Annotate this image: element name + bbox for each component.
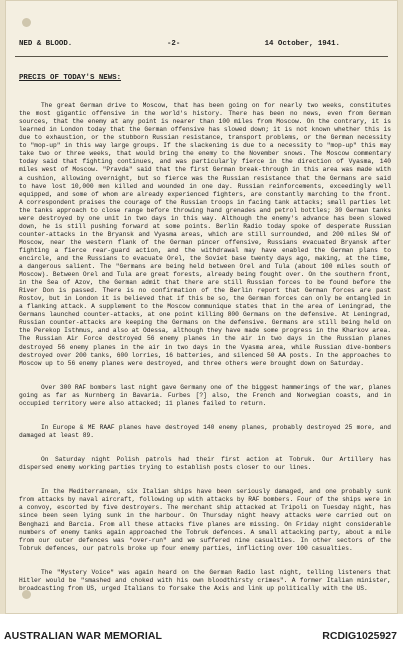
paragraph: Over 300 RAF bombers last night gave Germany one of the biggest hammerings of the war, planes going as far as Nurnberg in Bavaria. Furbes [?] also, the French and Norwegian coasts, and in occupied territory were also attacked; 11 planes failed to return. <box>19 383 395 407</box>
header-date: 14 October, 1941. <box>264 40 340 48</box>
page-header <box>19 40 380 52</box>
document-body <box>19 86 395 612</box>
punch-hole <box>22 18 31 27</box>
paragraph: In Europe & ME RAAF planes have destroyed 140 enemy planes, probably destroyed 25 more, and damaged at least 89. <box>19 423 395 440</box>
header-left: NED & BLOOD. <box>19 40 73 48</box>
page-number: -2- <box>167 40 181 48</box>
document-page <box>5 0 398 614</box>
paragraph: In the Mediterranean, six Italian ships have been seriously damaged, and one probably sunk from attacks by naval aircraft, following up with attacks by RAF bombers. Four of the ships were in a convoy, escorted by five destroyers. The merchant ship attacked at Tripoli on Tuesday night, has since been seen lying sunk in the harbour. On Thursday night heavy attacks were carried out on Benghazi and Barcia. From all these attacks five planes are missing. On Friday night considerable numbers of enemy tanks again approached the Tobruk defences. A small attacking party, about a mile from our outer defences was "over-run" and we suffered nine casualties. In other sectors of the Tobruk defences, our patrols broke up four enemy parties, inflicting over 100 casualties. <box>19 488 395 552</box>
paragraph: The great German drive to Moscow, that has been going on for nearly two weeks, constitutes the most gigantic offensive in the world's history. There has been no news, even from German sources, that the enemy at any point is nearer than 100 miles from Moscow. On the contrary, it is learned in London today that the German offensive has slowed down; it is not known whether this is due to exhaustion, or the stubborn Russian resistance, transport problems, or the German necessity to "mop-up" in this way large groups. If the slackening is due to a necessity to "mop-up" this may take two or three weeks, that would bring the enemy to the November snows. The Moscow commentary today said that fighting continues, and was particularly fierce in the direction of Vyasma, 140 miles west of Moscow. "Pravda" said that the first German break-through in this area was made with a cushion, allowing overnight, but so fierce was the Russian resistance that the Germans are said to have lost 10,000 men killed and wounded in one day. Russian reinforcements, exceedingly well equipped, and some of whom are already experienced fighters, are constantly marching to the front. A correspondent praises the courage of the Russian troops in facing tank attacks; small parties let the tanks approach to close range before throwing hand grenades and petrol bottles; 30 German tanks were destroyed by one unit in two days in this way. Although the enemy's advance has been slowed down, he is still pushing forward at some points. Berlin Radio today spoke of desperate Russian counter-attacks in the Bryansk and Vyasma areas, which are still surrounded, and 200 miles SW of Moscow, near the western flank of the German pincer offensive, Russians evacuated Bryansk after fighting a fierce rear-guard action, and the withdrawal may have enabled the German plans to encircle, and the Russians to evacuate Orel, the Soviet base twenty days ago, making, at the time, a dangerous salient. The "Germans are being held between Orel and Tula (about 100 miles south of Moscow). Between Orel and Tula are great forests, already being fought over. On the southern front, in the Sea of Azov, the German admit that there are still Russian forces to be found before the River Don is passed. There is no confirmation of the Berlin report that German forces are past Rostov, but in London it is believed that if this be so, the German forces can only be entangled in a flanking attack. A supplement to the Moscow communique states that in the area of Leningrad, the Germans launched counter-attacks, at one point killing 800 Germans on the defensive. At Leningrad, Russian counter-attacks are keeping the Germans on the defensive. Germans are still being held on the Perekop Isthmus, and also at Odessa, although they have made some progress in the Kharkov area. The Russian Air Force destroyed 56 enemy planes in the air in two days in the Russian planes destroyed 56 enemy planes in the air in two days in the Vyasma area, while Russian dive-bombers destroyed over 200 tanks, 600 lorries, 16 batteries, and silenced 50 AA posts. In the approaches to Moscow up to 56 enemy planes were destroyed, and three others were brought down on Saturday. <box>19 102 395 367</box>
header-rule <box>15 56 388 57</box>
document-title: PRECIS OF TODAY'S NEWS: <box>19 74 122 82</box>
archive-reference: RCDIG1025927 <box>322 630 397 642</box>
archive-name: AUSTRALIAN WAR MEMORIAL <box>4 630 163 642</box>
archive-footer <box>0 614 403 654</box>
paragraph: On Saturday night Polish patrols had their first action at Tobruk. Our Artillery has dispersed enemy working parties trying to establish posts closer to our lines. <box>19 456 395 472</box>
paragraph: The "Mystery Voice" was again heard on the German Radio last night, telling listeners that Hitler would be "smashed and choked with his own bloodthirsty crimes". A former Italian minister, broadcasting from US, urged Italians to forsake the Axis and link up politically with the US. <box>19 568 395 592</box>
